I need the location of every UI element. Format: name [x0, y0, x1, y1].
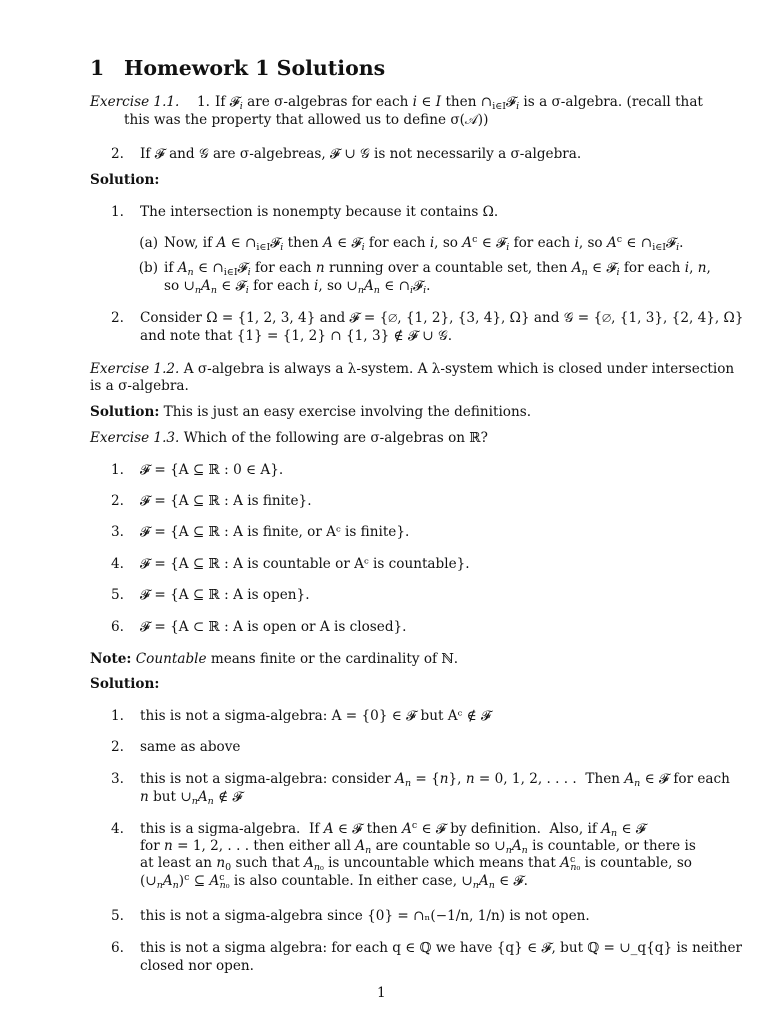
- exercise-1-1-item-1-cont: this was the property that allowed us to define σ(𝒜)): [124, 112, 489, 128]
- solution-label: Solution:: [90, 676, 160, 692]
- exercise-1-1-item-1: If 𝓕$_i$ are σ-algebras for each i ∈ I then $\cap_{i\in I}𝓕_i$ is a σ-algebra. (recall that: [215, 94, 703, 112]
- exercise-label: Exercise 1.1.: [90, 94, 180, 110]
- section-heading: 1 Homework 1 Solutions: [90, 56, 386, 80]
- solution-label: Solution:: [90, 172, 160, 188]
- exercise-1-2: Exercise 1.2. A σ-algebra is always a λ-system. A λ-system which is closed under intersection is a σ-algebra.: [90, 361, 735, 394]
- page-number: 1: [377, 985, 386, 1001]
- exercise-1-3: Exercise 1.3. Which of the following are σ-algebras on ℝ?: [90, 430, 488, 446]
- exercise-1-2-solution: Solution: This is just an easy exercise involving the definitions.: [90, 404, 532, 420]
- note: Note: Countable means finite or the cardinality of ℕ.: [90, 651, 459, 667]
- list-item-number: 1.: [197, 94, 210, 110]
